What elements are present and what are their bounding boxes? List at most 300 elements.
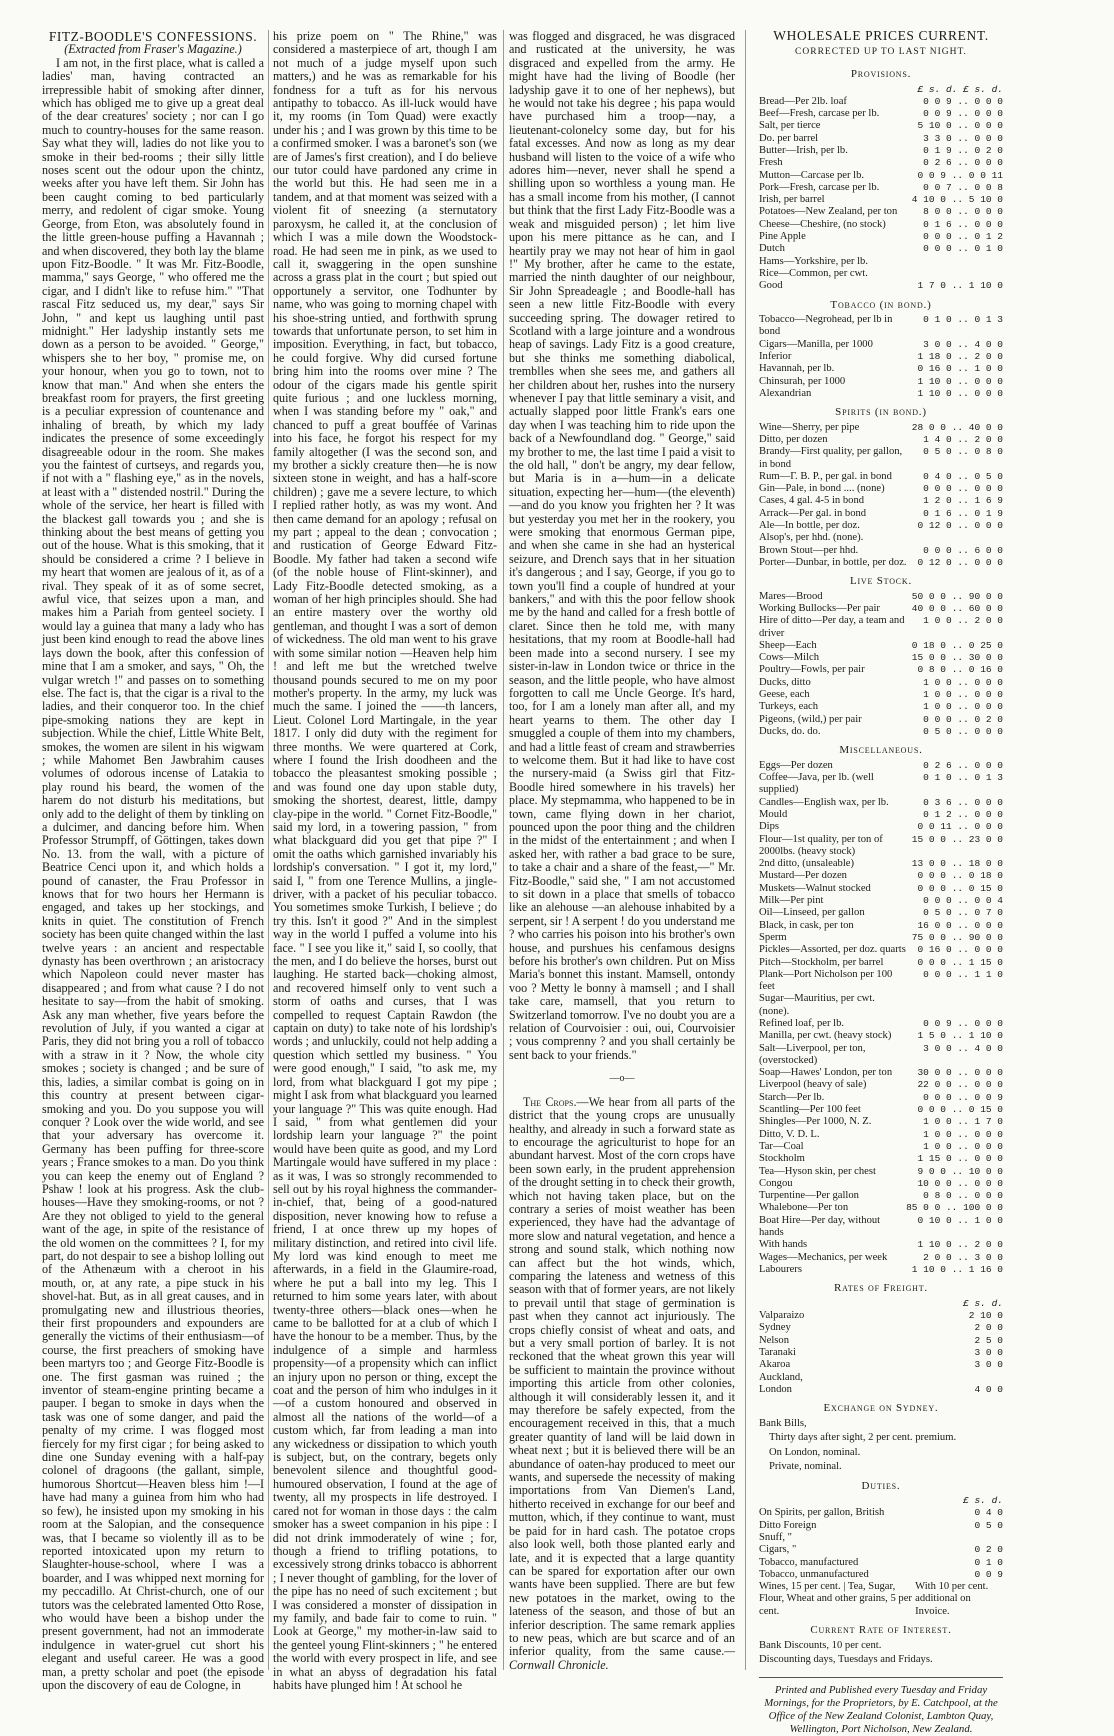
price-value: 1 5 0 .. 1 10 0 [917, 1030, 1003, 1042]
price-item: Ducks, do. do. [759, 725, 821, 737]
price-item: Manilla, per cwt. (heavy stock) [759, 1030, 892, 1042]
price-value: 0 1 6 .. 0 1 9 [923, 507, 1003, 519]
price-row [759, 1104, 1003, 1116]
price-value: 4 10 0 .. 5 10 0 [911, 194, 1003, 206]
price-row [759, 640, 1003, 652]
price-row [759, 677, 1003, 689]
duty-value: 0 4 0 [974, 1507, 1003, 1519]
price-value: 3 3 0 .. 0 0 0 [923, 132, 1003, 144]
price-item: Ducks, ditto [759, 676, 811, 688]
price-row [759, 231, 1003, 243]
price-value: 0 0 0 .. 6 0 0 [923, 544, 1003, 556]
article-column-3 [509, 30, 735, 1680]
price-row [759, 1252, 1003, 1264]
price-section-heading: Rates of Freight. [834, 1282, 928, 1295]
price-value: 1 0 0 .. 0 0 0 [923, 701, 1003, 713]
price-item: Stockholm [759, 1153, 805, 1165]
price-row [759, 895, 1003, 907]
price-table-header: £ s. d. £ s. d. [917, 83, 1003, 95]
price-item: Sheep—Each [759, 639, 817, 651]
price-item: Nelson [759, 1334, 790, 1346]
price-row [759, 907, 1003, 919]
price-item: Eggs—Per dozen [759, 759, 833, 771]
price-value: 0 8 0 .. 0 16 0 [917, 664, 1003, 676]
price-row [759, 1178, 1003, 1190]
price-row [759, 1359, 1003, 1371]
price-row [759, 1092, 1003, 1104]
price-row [759, 591, 1003, 603]
price-value [906, 993, 1003, 1018]
price-item: Working Bullocks—Per pair [759, 602, 880, 614]
price-item: Tea—Hyson skin, per chest [759, 1165, 876, 1177]
section-divider: —o— [609, 1073, 635, 1085]
price-row [759, 363, 1003, 375]
price-item: Auckland, [759, 1371, 803, 1383]
exchange-block [759, 1418, 1003, 1474]
price-value: 0 3 6 .. 0 0 0 [923, 796, 1003, 808]
price-row [759, 603, 1003, 615]
article-source: (Extracted from Fraser's Magazine.) [64, 42, 242, 57]
price-value: 2 0 0 [974, 1322, 1003, 1334]
price-row [759, 883, 1003, 895]
price-row [759, 1190, 1003, 1202]
price-value: 30 0 0 .. 0 0 0 [917, 1067, 1003, 1079]
price-value: 0 0 0 .. 0 15 0 [917, 1104, 1003, 1116]
price-row [759, 701, 1003, 713]
price-row [759, 508, 1003, 520]
price-row [759, 714, 1003, 726]
price-value: 1 7 0 .. 1 10 0 [917, 280, 1003, 292]
price-row [759, 760, 1003, 772]
price-item: Dutch [759, 243, 785, 255]
price-row [759, 615, 1003, 640]
price-value [915, 1372, 1003, 1384]
article-column-1 [42, 29, 264, 1692]
price-item: Sydney [759, 1322, 791, 1334]
price-item: Plank—Port Nicholson per 100 feet [759, 968, 893, 993]
price-row [759, 280, 1003, 292]
duty-item: Tobacco, manufactured [759, 1556, 859, 1568]
price-value: 15 0 0 .. 23 0 0 [911, 833, 1003, 845]
price-value: 0 1 6 .. 0 0 0 [923, 218, 1003, 230]
price-value: 1 10 0 .. 2 0 0 [917, 1239, 1003, 1251]
price-value: 0 0 0 .. 0 0 9 [923, 1091, 1003, 1103]
price-value: 3 0 0 [974, 1346, 1003, 1358]
duty-row [759, 1520, 1003, 1532]
price-row [759, 532, 1003, 544]
price-item: 2nd ditto, (unsaleable) [759, 858, 855, 870]
duty-item: Tobacco, unmanufactured [759, 1568, 869, 1580]
price-value: 0 0 0 .. 0 2 0 [923, 713, 1003, 725]
price-item: Alsop's, per hhd. (none). [759, 532, 864, 544]
price-value: 1 15 0 .. 0 0 0 [917, 1153, 1003, 1165]
price-item: Chinsurah, per 1000 [759, 375, 846, 387]
price-value [912, 532, 1003, 544]
price-row [759, 1372, 1003, 1384]
price-value: 1 10 0 .. 0 0 0 [917, 387, 1003, 399]
price-row [759, 545, 1003, 557]
price-row [759, 483, 1003, 495]
duty-row [759, 1557, 1003, 1569]
crops-heading: The Crops. [523, 1094, 577, 1109]
price-row [759, 471, 1003, 483]
price-row [759, 557, 1003, 569]
price-item: Pine Apple [759, 231, 806, 243]
duties-heading: Duties. [861, 1479, 901, 1492]
price-item: Fresh [759, 157, 783, 169]
price-item: Candles—English wax, per lb. [759, 796, 889, 808]
crops-text: —We hear from all parts of the district that the young crops are unusually healthy, and already in such a forward state as to encourage the agriculturist to hope for an abundant harvest. Most of the corn crops have been sown early, in the prudent apprehension of the drought setting in to check their growth, which not having taken place, but on the contrary a series of moist weather has been experienced, they have had the advantage of more slow and natural vegetation, and hence a strong and sound stalk, which nothing now can affect but the hot winds, which, comparing the lateness and wetness of this season with that of former years, are not likely to prevail until that stage of germination is past when they cannot act injuriously. The crops chiefly consist of wheat and oats, and but a very small portion of barley. It is not reckoned that the wheat grown this year will be sufficient to maintain the province without importing this article from other colonies, although it will considerably lessen it, and it may therefore be safely expected, from the encouragement received in this, that a much greater quantity of land will be laid down in wheat next ; but it is believed there will be an abundance of oaten-hay produced to meet our wants, and supersede the necessity of making importations from Van Diemen's Land, hitherto received in exchange for our beef and mutton, which, if they continue to want, must be paid for in hard cash. The potatoe crops also look well, both those planted early and late, and it is expected that a large quantity can be spared for exportation after our own wants have been supplied. There are but few new potatoes in the market, owing to the lateness of the season, and those of but an inferior description. The same remark applies to new peas, which are but scarce and of an inferior quality, from the same cause. [509, 1094, 735, 1659]
duty-row [759, 1544, 1003, 1556]
price-item: Havannah, per lb. [759, 363, 835, 375]
price-item: Liverpool (heavy of sale) [759, 1079, 867, 1091]
price-item: Tobacco—Negrohead, per lb in bond [759, 314, 893, 338]
exchange-line: Bank Bills, [759, 1417, 807, 1429]
duty-value [915, 1532, 1003, 1544]
price-item: Cigars—Manilla, per 1000 [759, 338, 873, 350]
price-item: Coffee—Java, per lb. (well supplied) [759, 772, 874, 796]
price-value: 0 12 0 .. 0 0 0 [917, 520, 1003, 531]
price-item: Turpentine—Per gallon [759, 1190, 859, 1202]
price-value: 0 0 11 .. 0 0 0 [917, 821, 1003, 833]
prices-column [759, 28, 1003, 1735]
price-value: 0 0 0 .. 0 1 0 [923, 243, 1003, 255]
price-value: 0 5 0 .. 0 8 0 [923, 446, 1003, 458]
price-table [759, 422, 1003, 570]
duty-value: 0 2 0 [974, 1544, 1003, 1556]
prices-subtitle: CORRECTED UP TO LAST NIGHT. [795, 46, 967, 57]
price-table [759, 1298, 1003, 1396]
price-row [759, 664, 1003, 676]
exchange-line: On London, nominal. [769, 1446, 861, 1458]
price-row [759, 145, 1003, 157]
price-value: 1 0 0 .. 1 7 0 [923, 1116, 1003, 1128]
price-item: Boat Hire—Per day, without hands [759, 1214, 881, 1239]
price-item: Milk—Per pint [759, 895, 824, 907]
price-value: 0 0 7 .. 0 0 8 [923, 181, 1003, 193]
price-item: Congou [759, 1177, 793, 1189]
price-row [759, 1018, 1003, 1030]
price-value: 1 10 0 .. 1 16 0 [911, 1263, 1003, 1275]
price-row [759, 957, 1003, 969]
price-row [759, 1166, 1003, 1178]
price-value: 0 0 0 .. 0 18 0 [917, 870, 1003, 882]
column-rule [503, 30, 504, 1670]
price-row [759, 1141, 1003, 1153]
price-value: 0 0 0 .. 0 15 0 [917, 882, 1003, 894]
price-row [759, 219, 1003, 231]
price-row [759, 314, 1003, 339]
crops-source: —Cornwall Chronicle. [509, 1644, 735, 1672]
price-row [759, 726, 1003, 738]
price-row [759, 1030, 1003, 1042]
price-section-heading: Tobacco (in bond.) [830, 298, 932, 311]
price-value: 3 0 0 .. 4 0 0 [923, 338, 1003, 350]
duty-item: Cigars, " [759, 1544, 797, 1556]
price-value: 0 5 0 .. 0 7 0 [923, 907, 1003, 919]
price-item: Pork—Fresh, carcase per lb. [759, 181, 880, 193]
price-item: Wine—Sherry, per pipe [759, 421, 860, 433]
price-item: Rice—Common, per cwt. [759, 267, 868, 279]
price-item: Starch—Per lb. [759, 1091, 825, 1103]
duty-item: Wines, 15 per cent. | Tea, Sugar, Flour, Wheat and other grains, 5 per cent. [759, 1581, 912, 1617]
price-item: Turkeys, each [759, 701, 819, 713]
price-value: 40 0 0 .. 60 0 0 [911, 602, 1003, 614]
article-paragraph: his prize poem on " The Rhine," was considered a masterpiece of art, though I am not much of a judge myself upon such matters,) and he was as remarkable for his fondness for a tuft as for his nervous antipathy to tobacco. As ill-luck would have it, my rooms (in Tom Quad) were exactly under his ; and I was grown by this time to be a confirmed smoker. I was a baronet's son (we are of James's first creation), and I do believe our tutor could have pardoned any crime in the world but this. He had seen me in a tandem, and at that moment was seized with a violent fit of sneezing (a sternutatory paroxysm, he called it, at the conclusion of which I was a mile down the Woodstock-road. He had seen me in pink, as we used to call it, swaggering in the open sunshine across a grass plat in the court ; but spied out opportunely a servitor, one Todhunter by name, who was going to morning chapel with his shoe-string untied, and forthwith sprung towards that unfortunate person, to set him in imposition. Everything, in fact, but tobacco, he could forgive. Why did cursed fortune bring him into the rooms over mine ? The odour of the cigars made his gentle spirit quite furious ; and one luckless morning, when I was standing before my " oak," and chanced to puff a great bouffée of Varinas into his face, he forgot his respect for my family altogether (I was the second son, and my brother a sickly creature then—he is now sixteen stone in weight, and has a half-score children) ; gave me a severe lecture, to which I replied rather hotly, as was my wont. And then came demand for an apology ; refusal on my part ; appeal to the dean ; convocation ; and rustication of George Edward Fitz-Boodle. My father had taken a second wife (of the noble house of Flint-skinner), and Lady Fitz-Boodle detected smoking, as a woman of her high principles should. She had an entire mastery over the worthy old gentleman, and thought I was a sort of demon of wickedness. The old man went to his grave with some similar notion —Heaven help him ! and left me but the wretched twelve thousand pounds secured to me on my poor mother's property. In the army, my luck was much the same. I joined the ——th lancers, Lieut. Colonel Lord Martingale, in the year 1817. I only did duty with the regiment for three months. We were quartered at Cork, where I found the Irish doodheen and the tobacco the pleasantest smoking possible ; and was found one day upon stable duty, smoking the shortest, dearest, little, dampy clay-pipe in the world. " Cornet Fitz-Boodle," said my lord, in a towering passion, " from what blackguard did you get that pipe ?" I omit the oaths which garnished invariably his lordship's conversation. " I got it, my lord," said I, " from one Terence Mullins, a jingle-driver, with a packet of his peculiar tobacco. You sometimes smoke Turkish, I believe ; do try this. Isn't it good ?" And in the simplest way in the world I puffed a volume into his face. " I see you like it," said I, so coolly, that the men, and I do believe the horses, burst out laughing. He started back—choking almost, and recovered himself only to vent such a storm of oaths and curses, that I was compelled to request Captain Rawdon (the captain on duty) to take note of his lordship's words ; and unluckily, could not help adding a question which settled my business. " You were good enough," I said, "to ask me, my lord, from what blackguard I got my pipe ; might I ask from what blackguard you learned your language ?" This was quite enough. Had I said, " from what gentlemen did your lordship learn your language ?" the point would have been quite as good, and my Lord Martingale would have suffered in my place : as it was, I was so strongly recommended to sell out by his royal highness the commander-in-chief, that, being of a good-natured disposition, never knowing how to refuse a friend, I at once threw up my hopes of military distinction, and retired into civil life. My lord was kind enough to meet me afterwards, in a field in the Glaumire-road, where he put a ball into my leg. This I returned to him some years later, with about twenty-three others—black ones—when he came to be ballotted for at a club of which I have the honour to be a member. Thus, by the indulgence of a simple and harmless propensity—of a propensity which can inflict an injury upon no person or thing, except the coat and the person of him who indulges in it—of a custom honoured and observed in almost all the nations of the world—of a custom which, far from leading a man into any wickedness or dissipation to which youth is subject, but, on the contrary, begets only benevolent silence and thoughtful good-humoured observation, I found at the age of twenty, all my prospects in life destroyed. I cared not for woman in those days : the calm smoker has a sweet companion in his pipe : I did not drink immoderately of wine ; for, though a friend to trifling potations, to excessively strong drinks tobacco is abhorrent ; I never thought of gambling, for the lover of the pipe has no need of such excitement ; but I was considered a monster of dissipation in my family, and bade fair to come to ruin. " Look at George," my mother-in-law said to the genteel young Flint-skinners ; " he entered the world with every prospect in life, and see in what an abyss of degradation his fatal habits have plunged him ! At school he [273, 29, 498, 1692]
price-value: 3 0 0 .. 4 0 0 [923, 1042, 1003, 1054]
price-item: Hire of ditto—Per day, a team and driver [759, 615, 905, 639]
price-item: Porter—Dunbar, in bottle, per doz. [759, 556, 907, 568]
price-item: Pickles—Assorted, per doz. quarts [759, 944, 906, 956]
price-row [759, 351, 1003, 363]
price-value: 0 1 0 .. 0 1 3 [923, 772, 1003, 784]
price-row [759, 194, 1003, 206]
price-value: 1 4 0 .. 2 0 0 [923, 433, 1003, 445]
price-value: 0 0 9 .. 0 0 0 [923, 1017, 1003, 1029]
price-row [759, 1264, 1003, 1276]
price-item: Cows—Milch [759, 652, 820, 664]
price-table [759, 314, 1003, 400]
price-value: 1 2 0 .. 1 6 9 [923, 495, 1003, 507]
price-item: Oil—Linseed, per gallon [759, 907, 865, 919]
price-row [759, 993, 1003, 1018]
price-value: 0 0 0 .. 0 0 0 [923, 483, 1003, 495]
price-item: Poultry—Fowls, per pair [759, 664, 865, 676]
price-value: 0 4 0 .. 0 5 0 [923, 470, 1003, 482]
price-item: Arrack—Per gal. in bond [759, 507, 867, 519]
price-item: Flour—1st quality, per ton of 2000lbs. (heavy stock) [759, 833, 883, 857]
price-item: Mould [759, 808, 788, 820]
price-row [759, 157, 1003, 169]
price-item: Refined loaf, per lb. [759, 1017, 845, 1029]
price-table [759, 760, 1003, 1276]
price-value: 0 2 6 .. 0 0 0 [923, 157, 1003, 169]
price-value: 2 0 0 .. 3 0 0 [923, 1251, 1003, 1263]
column-rule [268, 30, 269, 1670]
price-row [759, 920, 1003, 932]
price-item: Salt—Liverpool, per ton, (overstocked) [759, 1042, 866, 1066]
price-value: 0 8 0 .. 0 0 0 [923, 1190, 1003, 1202]
price-value [912, 256, 1003, 268]
price-row [759, 376, 1003, 388]
duty-item: Ditto Foreign [759, 1519, 817, 1531]
price-value: 0 1 0 .. 0 1 3 [923, 314, 1003, 326]
price-row [759, 520, 1003, 532]
price-item: Cheese—Cheshire, (no stock) [759, 218, 886, 230]
interest-line: Bank Discounts, 10 per cent. [759, 1639, 882, 1651]
price-row [759, 495, 1003, 507]
price-value: 85 0 0 .. 100 0 0 [906, 1202, 1003, 1214]
price-item: Bread—Per 2lb. loaf [759, 95, 847, 107]
price-row [759, 1079, 1003, 1091]
price-value: 9 0 0 .. 10 0 0 [917, 1165, 1003, 1177]
price-row [759, 206, 1003, 218]
price-row [759, 809, 1003, 821]
price-item: Ale—In bottle, per doz. [759, 520, 860, 531]
price-row [759, 1384, 1003, 1396]
price-item: Whalebone—Per ton [759, 1202, 849, 1214]
price-item: Hams—Yorkshire, per lb. [759, 255, 868, 267]
price-section-heading: Miscellaneous. [839, 744, 923, 757]
price-item: Pitch—Stockholm, per barrel [759, 956, 884, 968]
price-item: Valparaizo [759, 1310, 805, 1322]
price-value: 0 1 2 .. 0 0 0 [923, 808, 1003, 820]
price-item: Potatoes—New Zealand, per ton [759, 206, 898, 218]
price-value: 1 0 0 .. 0 0 0 [923, 1128, 1003, 1140]
price-value: 0 10 0 .. 1 0 0 [917, 1214, 1003, 1226]
price-row [759, 821, 1003, 833]
price-value: 0 0 0 .. 1 1 0 [923, 968, 1003, 980]
price-value: 0 1 9 .. 0 2 0 [923, 144, 1003, 156]
price-row [759, 870, 1003, 882]
article-paragraph: was flogged and disgraced, he was disgraced and rusticated at the university, he was disgraced and expelled from the army. He might have had the living of Boodle (her ladyship gave it to one of her nephews), but he would not take his degree ; his papa would have purchased him a troop—nay, a lieutenant-colonelcy some day, but for his fatal excesses. And now as long as my dear husband will listen to the voice of a wife who adores him—never, never shall he spend a shilling upon so worthless a young man. He has a small income from his mother, (I cannot but think that the first Lady Fitz-Boodle was a weak and misguided person) ; let him live upon his mere pittance as he can, and I heartily pray we may not hear of him in gaol !" My brother, after he came to the estate, married the ninth daughter of our neighbour, Sir John Spreadeagle ; and Boodle-hall has seen a new little Fitz-Boodle with every succeeding spring. The dowager retired to Scotland with a large jointure and a wondrous heap of savings. Lady Fitz is a good creature, but she thinks me something diabolical, tremblles when she sees me, and gathers all her children about her, rushes into the nursery whenever I pay that little seminary a visit, and actually slapped poor little Frank's ears one day when I was teaching him to ride upon the back of a Newfoundland dog. " George," said my brother to me, the last time I paid a visit to the old hall, " don't be angry, my dear fellow, but Maria is in a—hum—in a delicate situation, expecting her—hum—(the eleventh) —and do you know you frighten her ? It was but yesterday you met her in the rookery, you were smoking that enormous German pipe, and when she came in she had an hysterical seizure, and Drench says that in her situation it's dangerous ; and I say, George, if you go to town you'll find a couple of hundred at your bankers," and with this the poor fellow shook me by the hand and called for a fresh bottle of claret. Since then he told me, with many hesitations, that my room at Boodle-hall had been made into a second nursery. I see my sister-in-law in London twice or thrice in the season, and the little people, who have almost forgotten to call me Uncle George. It's hard, too, for I am a lonely man after all, and my heart yearns to them. The other day I smuggled a couple of them into my chambers, and had a little feast of cream and strawberries to welcome them. But it had like to have cost the nursery-maid (a Swiss girl that Fitz-Boodle hired somewhere in his travels) her place. My stepmamma, who happened to be in town, came flying down in her chariot, pounced upon the poor thing and the children in the midst of the entertainment ; and when I asked her, with rather a bad grace to be sure, to take a chair and a share of the feast,—" Mr. Fitz-Boodle," said she, " I am not accustomed to sit down in a place that smells of tobacco like an alehouse —an alehouse inhabited by a serpent, sir ! A serpent ! do you understand me ? who carries his poison into his brother's own house, and purshues his cenfamous designs before his brother's own children. Put on Miss Maria's bonnet this instant. Mamsell, ontondy voo ? Metty le bonny à mamsell ; and I shall take care, mamsell, that you return to Switzerland tomorrow. I've no doubt you are a relation of Courvoisier : oui, oui, Courvoisier ; vous comprenny ? and you shall certainly be sent back to your friends." [509, 29, 735, 1062]
interest-heading: Current Rate of Interest. [810, 1624, 952, 1637]
price-row [759, 422, 1003, 434]
price-section-heading: Spirits (in bond.) [835, 406, 927, 419]
price-row [759, 120, 1003, 132]
price-item: Labourers [759, 1263, 802, 1275]
price-item: Salt, per tierce [759, 120, 821, 132]
price-item: Brandy—First quality, per gallon, in bond [759, 446, 903, 470]
price-item: Gin—Pale, in bond .... (none) [759, 483, 885, 495]
price-item: Sperm [759, 931, 787, 943]
price-value: 10 0 0 .. 0 0 0 [917, 1177, 1003, 1189]
price-row [759, 1129, 1003, 1141]
price-row [759, 182, 1003, 194]
price-value: 0 16 0 .. 0 0 0 [917, 944, 1003, 956]
price-section-heading: Provisions. [850, 68, 912, 80]
price-value [912, 268, 1003, 280]
price-row [759, 96, 1003, 108]
price-row [759, 1043, 1003, 1068]
price-value: 5 10 0 .. 0 0 0 [917, 120, 1003, 132]
price-value: 3 0 0 [974, 1359, 1003, 1371]
price-value: 2 10 0 [968, 1310, 1003, 1322]
exchange-line: Thirty days after sight, 2 per cent. premium. [769, 1432, 957, 1444]
price-row [759, 434, 1003, 446]
price-value: 0 0 0 .. 0 0 4 [923, 895, 1003, 907]
price-row [759, 170, 1003, 182]
price-value: 4 0 0 [974, 1383, 1003, 1395]
price-row [759, 969, 1003, 994]
price-item: Butter—Irish, per lb. [759, 144, 848, 156]
price-value: 1 0 0 .. 0 0 0 [923, 689, 1003, 701]
price-row [759, 858, 1003, 870]
price-item: Rum—Γ. B. P., per gal. in bond [759, 470, 892, 482]
price-item: Scantling—Per 100 feet [759, 1104, 861, 1116]
price-value: 0 16 0 .. 1 0 0 [917, 363, 1003, 375]
price-row [759, 1347, 1003, 1359]
price-row [759, 243, 1003, 255]
price-value: 0 2 6 .. 0 0 0 [923, 759, 1003, 771]
price-row [759, 834, 1003, 859]
price-item: Mustard—Per dozen [759, 870, 847, 882]
duty-value: 0 1 0 [974, 1556, 1003, 1568]
price-row [759, 1215, 1003, 1240]
price-row [759, 1310, 1003, 1322]
price-value: 0 12 0 .. 0 0 0 [917, 556, 1003, 568]
price-row [759, 108, 1003, 120]
price-item: Soap—Hawes' London, per ton [759, 1067, 893, 1079]
price-row [759, 1239, 1003, 1251]
price-value: 0 0 0 .. 1 15 0 [917, 956, 1003, 968]
price-row [759, 689, 1003, 701]
price-row [759, 256, 1003, 268]
price-value: 28 0 0 .. 40 0 0 [911, 421, 1003, 433]
price-row [759, 932, 1003, 944]
price-value: 0 5 0 .. 0 0 0 [923, 725, 1003, 737]
price-row [759, 133, 1003, 145]
price-value: 1 0 0 .. 0 0 0 [923, 1140, 1003, 1152]
price-item: Sugar—Mauritius, per cwt. (none). [759, 993, 875, 1017]
price-table [759, 591, 1003, 739]
price-row [759, 339, 1003, 351]
price-value: 1 10 0 .. 0 0 0 [917, 375, 1003, 387]
price-value: 2 5 0 [974, 1334, 1003, 1346]
interest-line: Discounting days, Tuesdays and Fridays. [759, 1654, 933, 1666]
price-item: Pigeons, (wild,) per pair [759, 713, 862, 725]
price-value: 1 0 0 .. 2 0 0 [923, 615, 1003, 627]
price-row [759, 1335, 1003, 1347]
duty-row [759, 1581, 1003, 1618]
price-value: 0 0 0 .. 0 1 2 [923, 231, 1003, 243]
price-table [759, 84, 1003, 293]
price-row [759, 652, 1003, 664]
price-item: Brown Stout—per hhd. [759, 544, 859, 556]
price-item: London [759, 1383, 792, 1395]
price-value: 50 0 0 .. 90 0 0 [911, 590, 1003, 602]
prices-title: WHOLESALE PRICES CURRENT. [773, 28, 989, 43]
duty-value: 0 5 0 [974, 1519, 1003, 1531]
price-row [759, 1067, 1003, 1079]
exchange-line: Private, nominal. [769, 1461, 842, 1473]
price-item: Alexandrian [759, 387, 812, 399]
price-row [759, 1202, 1003, 1214]
duty-row [759, 1569, 1003, 1581]
price-item: Wages—Mechanics, per week [759, 1251, 888, 1263]
price-item: Mares—Brood [759, 590, 823, 602]
article-paragraph: I am not, in the first place, what is called a ladies' man, having contracted an irrepressible habit of smoking after dinner, which has obliged me to give up a great deal of the dear creatures' society ; nor can I go much to country-houses for the same reason. Say what they will, ladies do not like you to smoke in their bed-rooms ; their silly little noses scent out the odour upon the chintz, weeks after you have left them. Sir John has been caught coming to bed particularly merry, and redolent of cigar smoke. Young George, from Eton, was absolutely found in the little green-house puffing a Havannah ; and when discovered, they both lay the blame upon Fitz-Boodle. " It was Mr. Fitz-Boodle, mamma," says George, " who offered me the cigar, and I didn't like to refuse him." "That rascal Fitz seduced us, my dear," says Sir John, " and kept us laughing until past midnight." Her ladyship instantly sets me down as a person to be avoided. " George," whispers she to her boy, " promise me, on your honour, when you go to town, not to know that man." And when she enters the breakfast room for prayers, the first greeting is a peculiar expression of countenance and inhaling of breath, by which my lady indicates the presence of some exceedingly disagreeable odour in the room. She makes you the faintest of curtseys, and regards you, if not with a " flashing eye," as in the novels, at least with a " distended nostril." During the whole of the service, her heart is filled with the blackest gall towards you ; and she is thinking about the best means of getting you out of the house. What is this smoking, that it should be considered a crime ? I believe in my heart that women are jealous of it, as of a rival. They speak of it as of some secret, awful vice, that seizes upon a man, and makes him a Pariah from genteel society. I would lay a guinea that many a lady who has just been kind enough to read the above lines lays down the book, after this confession of mine that I am a smoker, and says, " Oh, the vulgar wretch !" and passes on to something else. The fact is, that the cigar is a rival to the ladies, and their conqueror too. In the chief pipe-smoking nations they are kept in subjection. While the chief, Little White Belt, smokes, the women are silent in his wigwam ; while Mahomet Ben Jawbrahim causes volumes of odorous incense of Latakia to play round his beard, the women of the harem do not disturb his meditations, but only add to the delight of them by tinkling on a dulcimer, and dancing before him. When Professor Strumpff, of Göttingen, takes down No. 13. from the wall, with a picture of Beatrice Cenci upon it, and which holds a pound of canaster, the Frau Professor in knows that for two hours her Hermann is engaged, and takes up her stockings, and knits in quiet. The constitution of French society has been quite changed within the last twelve years : an ancient and respectable dynasty has been overthrown ; an aristocracy which Napoleon could never master has disappeared ; and from what cause ? I do not hesitate to say—from the habit of smoking. Ask any man whether, five years before the revolution of July, if you wanted a cigar at Paris, they did not bring you a roll of tobacco with a straw in it ? Now, the whole city smokes ; society is changed ; and be sure of this, ladies, a similar combat is going on in this country at present between cigar-smoking and you. Do you suppose you will conquer ? Look over the wide world, and see that your adversary has overcome it. Germany has been puffing for three-score years ; France smokes to a man. Do you think you can keep the enemy out of England ? Pshaw ! look at his progress. Ask the club-houses—Have they smoking-rooms, or not ? Are they not obliged to yield to the general want of the age, in spite of the resistance of the old women on the committees ? I, for my part, do not despair to see a bishop lolling out of the Athenæum with a cheroot in his mouth, or, at any rate, a pipe stuck in his shovel-hat. But, as in all great causes, and in promulgating new and illustrious theories, their first propounders and expounders are generally the victims of their enthusiasm—of course, the first preachers of smoking have been martyrs too ; and George Fitz-Boodle is one. The first gasman was ruined ; the inventor of steam-engine printing became a pauper. I began to smoke in days when the task was one of some danger, and paid the penalty of my crime. I was flogged most fiercely for my first cigar ; for being asked to dine one Sunday evening with a half-pay colonel of dragoons (the gallant, simple, humorous Shortcut—Heaven bless him !—I have had many a guinea from him who had so few), he insisted upon my smoking in his room at the Salopian, and the consequence was, that I became so violently ill as to be reported intoxicated upon my return to Slaughter-house-school, where I was a boarder, and I was whipped next morning for my peccadillo. At Christ-church, one of our tutors was the celebrated lamented Otto Rose, who would have been a bishop under the present government, had not an immoderate indulgence in water-gruel cut short his elegant and useful career. He was a good man, a pretty scholar and poet (the episode upon the discovery of eau de Cologne, in [42, 55, 264, 1692]
price-value: 22 0 0 .. 0 0 0 [917, 1079, 1003, 1091]
article-title: FITZ-BOODLE'S CONFESSIONS. [48, 29, 258, 44]
price-item: Akaroa [759, 1359, 791, 1371]
duties-header: £ s. d. [963, 1495, 1003, 1507]
duty-row [759, 1532, 1003, 1544]
price-item: Dips [759, 821, 780, 833]
price-value: 75 0 0 .. 90 0 0 [911, 931, 1003, 943]
price-item: Tar—Coal [759, 1140, 804, 1152]
price-item: Beef—Fresh, carcase per lb. [759, 108, 880, 120]
price-value: 13 0 0 .. 18 0 0 [911, 858, 1003, 870]
article-column-2 [273, 29, 498, 1692]
price-row [759, 446, 1003, 471]
duty-item: On Spirits, per gallon, British [759, 1507, 885, 1519]
price-value: 0 18 0 .. 0 25 0 [911, 639, 1003, 651]
price-row [759, 268, 1003, 280]
price-value: 1 18 0 .. 2 0 0 [917, 350, 1003, 362]
price-value: 16 0 0 .. 0 0 0 [917, 919, 1003, 931]
price-item: Cases, 4 gal. 4-5 in bond [759, 495, 865, 507]
price-value: 1 0 0 .. 0 0 0 [923, 676, 1003, 688]
crops-article [509, 1096, 735, 1672]
price-row [759, 772, 1003, 797]
price-row [759, 1116, 1003, 1128]
price-row [759, 1322, 1003, 1334]
column-rule [745, 30, 746, 1670]
duty-item: Snuff, " [759, 1531, 792, 1543]
imprint: Printed and Published every Tuesday and Friday Mornings, for the Proprietors, by E. Catchpool, at the Office of the New Zealand Colonist, Lambton Quay, Wellington, Port Nicholson, New Zealand. [759, 1677, 1003, 1736]
price-row [759, 1153, 1003, 1165]
